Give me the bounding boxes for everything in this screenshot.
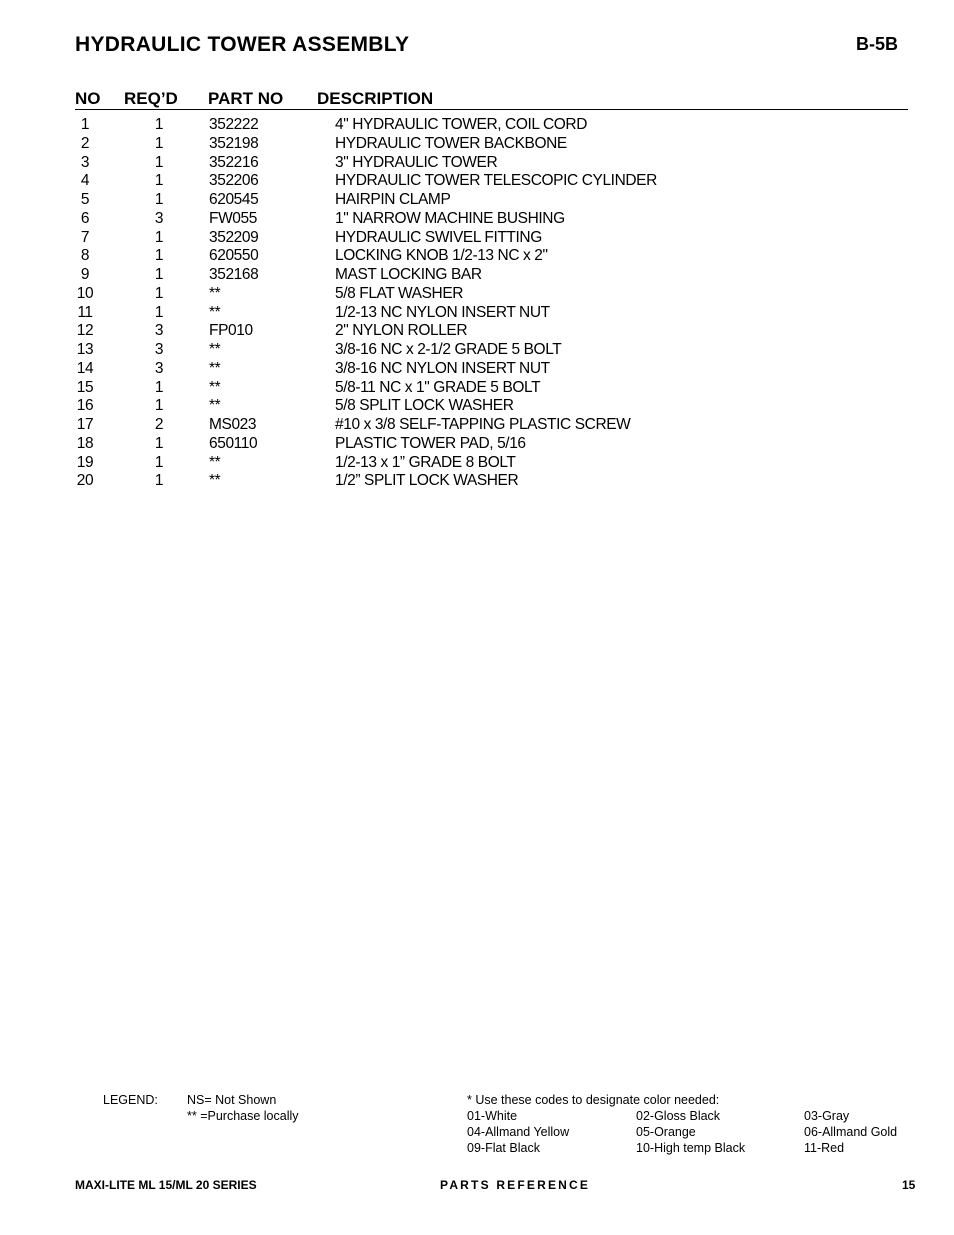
color-code: 06-Allmand Gold — [804, 1125, 898, 1139]
part-number: MS023 — [209, 416, 257, 433]
column-header-description: DESCRIPTION — [317, 89, 434, 108]
part-description: MAST LOCKING BAR — [335, 266, 482, 283]
part-number: 352216 — [209, 153, 259, 171]
part-description: HYDRAULIC SWIVEL FITTING — [335, 228, 542, 246]
item-number: 18 — [76, 434, 94, 452]
part-description: 5/8-11 NC x 1" GRADE 5 BOLT — [335, 378, 541, 396]
color-code: 09-Flat Black — [467, 1141, 540, 1155]
part-number: 352198 — [209, 134, 259, 152]
item-number: 13 — [76, 341, 94, 358]
item-number: 15 — [76, 378, 94, 396]
table-row — [75, 304, 908, 323]
part-description: 3" HYDRAULIC TOWER — [335, 153, 498, 171]
part-number: ** — [209, 359, 221, 377]
quantity-required: 1 — [154, 116, 164, 133]
legend-purchase-locally: ** =Purchase locally — [187, 1109, 299, 1123]
item-number: 14 — [76, 359, 94, 377]
part-number: 352168 — [209, 266, 259, 283]
part-description: HAIRPIN CLAMP — [335, 191, 451, 208]
column-header-reqd: REQ’D — [124, 89, 178, 108]
quantity-required: 1 — [154, 153, 164, 171]
part-number: 352209 — [209, 228, 259, 246]
table-row — [75, 135, 908, 154]
part-description: 1/2-13 x 1” GRADE 8 BOLT — [335, 453, 516, 471]
quantity-required: 1 — [154, 228, 164, 246]
item-number: 19 — [76, 453, 94, 471]
item-number: 11 — [77, 303, 93, 321]
page-title: HYDRAULIC TOWER ASSEMBLY — [75, 33, 410, 56]
table-row — [75, 360, 908, 379]
quantity-required: 1 — [154, 472, 164, 490]
table-row — [75, 435, 908, 454]
part-number: ** — [209, 378, 221, 396]
table-row — [75, 472, 908, 491]
section-code: B-5B — [856, 34, 899, 54]
table-row — [75, 397, 908, 416]
color-code: 10-High temp Black — [636, 1141, 746, 1155]
color-code: 02-Gloss Black — [636, 1109, 721, 1123]
quantity-required: 1 — [154, 397, 164, 415]
part-number: ** — [209, 453, 221, 471]
part-number: FP010 — [209, 322, 253, 340]
color-code: 05-Orange — [636, 1125, 696, 1139]
table-row — [75, 379, 908, 398]
footer-series: MAXI-LITE ML 15/ML 20 SERIES — [75, 1178, 257, 1192]
table-row — [75, 322, 908, 341]
part-description: 5/8 SPLIT LOCK WASHER — [335, 397, 514, 415]
quantity-required: 3 — [154, 359, 164, 377]
quantity-required: 1 — [154, 453, 164, 471]
part-description: 5/8 FLAT WASHER — [335, 284, 464, 302]
legend-notes — [187, 1093, 299, 1125]
item-number: 12 — [76, 322, 94, 340]
part-description: 4" HYDRAULIC TOWER, COIL CORD — [335, 116, 587, 133]
color-code-note: * Use these codes to designate color needed: — [467, 1093, 720, 1107]
quantity-required: 1 — [154, 247, 164, 265]
part-number: 620550 — [209, 247, 259, 265]
item-number: 17 — [76, 416, 94, 433]
item-number: 5 — [80, 191, 90, 208]
column-header-part-no: PART NO — [208, 89, 284, 108]
column-header-no: NO — [75, 89, 101, 108]
item-number: 8 — [80, 247, 90, 265]
color-code: 01-White — [467, 1109, 518, 1123]
table-row — [75, 247, 908, 266]
item-number: 10 — [76, 284, 94, 302]
legend-not-shown: NS= Not Shown — [187, 1093, 277, 1107]
quantity-required: 3 — [154, 341, 164, 358]
part-description: HYDRAULIC TOWER TELESCOPIC CYLINDER — [335, 172, 657, 190]
footer-page-number: 15 — [902, 1178, 916, 1192]
table-row — [75, 416, 908, 435]
part-number: FW055 — [209, 209, 257, 227]
table-row — [75, 285, 908, 304]
quantity-required: 1 — [154, 191, 164, 208]
part-description: 3/8-16 NC x 2-1/2 GRADE 5 BOLT — [335, 341, 562, 358]
quantity-required: 3 — [154, 322, 164, 340]
legend-label-block — [103, 1093, 158, 1109]
quantity-required: 1 — [154, 284, 164, 302]
part-description: PLASTIC TOWER PAD, 5/16 — [335, 434, 526, 452]
quantity-required: 1 — [154, 266, 164, 283]
table-header — [75, 89, 908, 110]
item-number: 4 — [80, 172, 90, 190]
quantity-required: 1 — [154, 303, 164, 321]
part-number: 620545 — [209, 191, 259, 208]
item-number: 20 — [76, 472, 94, 490]
table-row — [75, 116, 908, 135]
quantity-required: 3 — [154, 209, 164, 227]
table-row — [75, 454, 908, 473]
part-number: ** — [209, 284, 221, 302]
table-row — [75, 172, 908, 191]
table-row — [75, 154, 908, 173]
part-number: 650110 — [209, 434, 258, 452]
part-description: 1/2” SPLIT LOCK WASHER — [335, 472, 519, 490]
part-number: ** — [209, 397, 221, 415]
item-number: 6 — [80, 209, 90, 227]
quantity-required: 2 — [154, 416, 164, 433]
part-description: LOCKING KNOB 1/2-13 NC x 2" — [335, 247, 548, 265]
table-row — [75, 341, 908, 360]
part-number: ** — [209, 472, 221, 490]
part-number: ** — [209, 341, 221, 358]
color-codes-col-3 — [804, 1109, 897, 1157]
item-number: 1 — [80, 116, 90, 133]
quantity-required: 1 — [154, 172, 164, 190]
table-row — [75, 210, 908, 229]
part-description: 2" NYLON ROLLER — [335, 322, 468, 340]
quantity-required: 1 — [154, 434, 164, 452]
table-row — [75, 229, 908, 248]
quantity-required: 1 — [154, 134, 164, 152]
item-number: 9 — [80, 266, 90, 283]
color-code: 03-Gray — [804, 1109, 850, 1123]
footer-section: PARTS REFERENCE — [440, 1178, 591, 1192]
part-description: 1/2-13 NC NYLON INSERT NUT — [335, 303, 550, 321]
part-number: 352222 — [209, 116, 259, 133]
part-description: #10 x 3/8 SELF-TAPPING PLASTIC SCREW — [335, 416, 631, 433]
part-description: 1" NARROW MACHINE BUSHING — [335, 209, 565, 227]
color-codes-col-2 — [636, 1109, 745, 1157]
part-number: ** — [209, 303, 221, 321]
part-description: HYDRAULIC TOWER BACKBONE — [335, 134, 567, 152]
part-description: 3/8-16 NC NYLON INSERT NUT — [335, 359, 550, 377]
item-number: 16 — [76, 397, 94, 415]
item-number: 7 — [80, 228, 90, 246]
table-row — [75, 266, 908, 285]
item-number: 2 — [80, 134, 90, 152]
table-row — [75, 191, 908, 210]
quantity-required: 1 — [154, 378, 164, 396]
parts-table — [75, 116, 908, 491]
color-code: 04-Allmand Yellow — [467, 1125, 570, 1139]
item-number: 3 — [80, 153, 90, 171]
legend-label: LEGEND: — [103, 1093, 158, 1107]
part-number: 352206 — [209, 172, 259, 190]
color-code: 11-Red — [804, 1141, 845, 1155]
